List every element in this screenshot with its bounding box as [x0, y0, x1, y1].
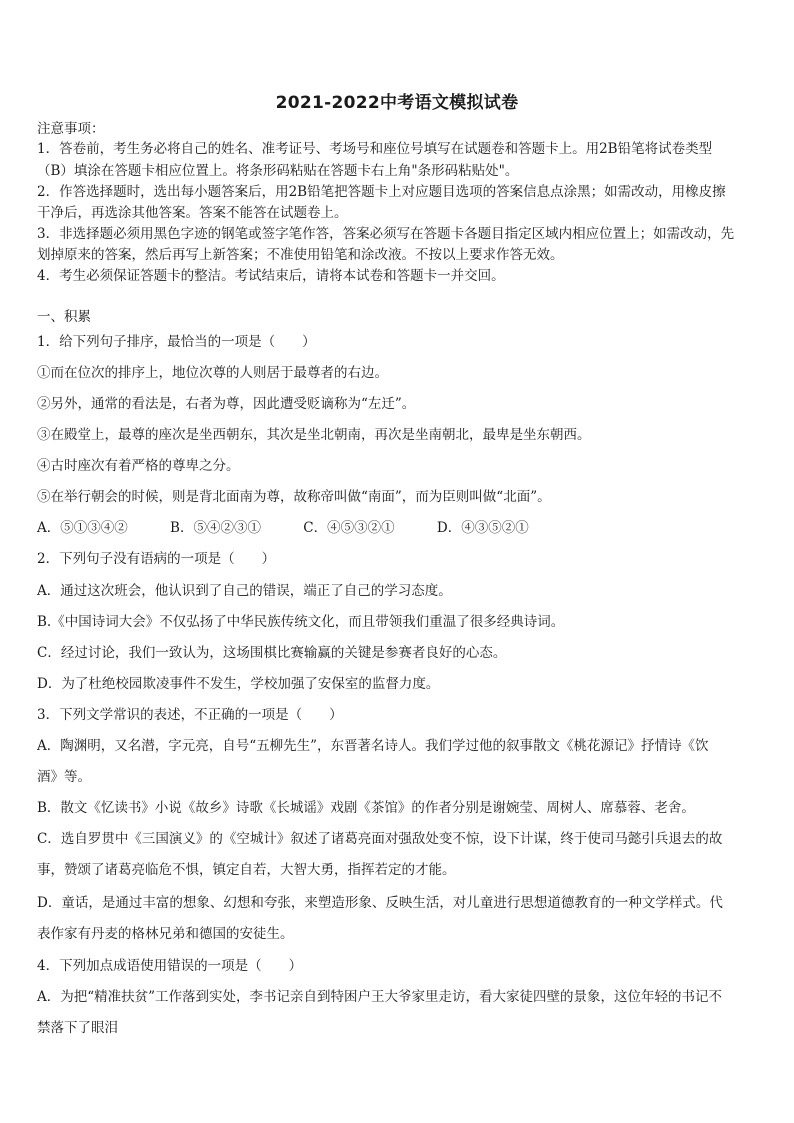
- option-a: A．⑤①③④②: [37, 520, 128, 536]
- question-3-option: 表作家有丹麦的格林兄弟和德国的安徒生。: [37, 926, 294, 942]
- question-3-stem: 3．下列文学常识的表述，不正确的一项是（ ）: [37, 707, 343, 723]
- question-3-option: 事，赞颂了诸葛亮临危不惧，镇定自若，大智大勇，指挥若定的才能。: [37, 862, 456, 878]
- notice-line: 干净后，再选涂其他答案。答案不能答在试题卷上。: [37, 205, 348, 221]
- option-c: C．④⑤③②①: [303, 520, 395, 536]
- question-2-option: D．为了杜绝校园欺凌事件不发生，学校加强了安保室的监督力度。: [37, 676, 440, 692]
- question-2-stem: 2．下列句子没有语病的一项是（ ）: [37, 551, 276, 567]
- question-3-option: A．陶渊明，又名潜，字元亮，自号“五柳先生”，东晋著名诗人。我们学过他的叙事散文《桃花源记》抒情诗《饮: [37, 738, 709, 754]
- notice-line: （B）填涂在答题卡相应位置上。将条形码粘贴在答题卡右上角"条形码粘贴处"。: [37, 163, 519, 179]
- page-title: 2021-2022中考语文模拟试卷: [275, 93, 519, 113]
- section-heading: 一、积累: [37, 309, 91, 325]
- question-3-option: B．散文《忆读书》小说《故乡》诗歌《长城谣》戏剧《茶馆》的作者分别是谢婉莹、周树人、席慕蓉、老舍。: [37, 800, 695, 816]
- question-1-item: ①而在位次的排序上，地位次尊的人则居于最尊者的右边。: [37, 365, 388, 381]
- question-3-option: D．童话，是通过丰富的想象、幻想和夸张，来塑造形象、反映生活，对儿童进行思想道德教育的一种文学样式。代: [37, 895, 723, 911]
- question-2-option: C．经过讨论，我们一致认为，这场围棋比赛输赢的关键是参赛者良好的心态。: [37, 645, 507, 661]
- question-1-item: ②另外，通常的看法是，右者为尊，因此遭受贬谪称为“左迁”。: [37, 396, 416, 412]
- question-1-options: [37, 520, 757, 537]
- notice-line: 1．答卷前，考生务必将自己的姓名、准考证号、考场号和座位号填写在试题卷和答题卡上。用2B铅笔将试卷类型: [37, 141, 713, 157]
- notice-line: 划掉原来的答案，然后再写上新答案；不准使用铅笔和涂改液。不按以上要求作答无效。: [37, 247, 564, 263]
- notice-heading: 注意事项：: [37, 121, 105, 137]
- question-2-option: B.《中国诗词大会》不仅弘扬了中华民族传统文化，而且带领我们重温了很多经典诗词。: [37, 614, 565, 630]
- question-1-item: ③在殿堂上，最尊的座次是坐西朝东，其次是坐北朝南，再次是坐南朝北，最卑是坐东朝西。: [37, 427, 591, 443]
- question-4-option: 禁落下了眼泪: [37, 1020, 118, 1036]
- option-d: D．④③⑤②①: [436, 520, 529, 536]
- question-3-option: C．选自罗贯中《三国演义》的《空城计》叙述了诸葛亮面对强敌处变不惊，设下计谋，终于使司马懿引兵退去的故: [37, 831, 723, 847]
- question-1-item: ④古时座次有着严格的尊卑之分。: [37, 458, 240, 474]
- notice-line: 4．考生必须保证答题卡的整洁。考试结束后，请将本试卷和答题卡一并交回。: [37, 268, 505, 284]
- question-1-stem: 1．给下列句子排序，最恰当的一项是（ ）: [37, 334, 316, 350]
- notice-line: 3．非选择题必须用黑色字迹的钢笔或签字笔作答，答案必须写在答题卡各题目指定区域内相应位置上；如需改动，先: [37, 226, 735, 242]
- question-3-option: 酒》等。: [37, 769, 91, 785]
- notice-line: 2．作答选择题时，选出每小题答案后，用2B铅笔把答题卡上对应题目选项的答案信息点涂黑；如需改动，用橡皮擦: [37, 184, 726, 200]
- question-1-item: ⑤在举行朝会的时候，则是背北面南为尊，故称帝叫做“南面”，而为臣则叫做“北面”。: [37, 489, 551, 505]
- option-b: B．⑤④②③①: [170, 520, 261, 536]
- question-2-option: A．通过这次班会，他认识到了自己的错误，端正了自己的学习态度。: [37, 583, 452, 599]
- question-4-stem: 4．下列加点成语使用错误的一项是（ ）: [37, 958, 303, 974]
- question-4-option: A．为把“精准扶贫”工作落到实处，李书记亲自到特困户王大爷家里走访，看大家徒四壁的景象，这位年轻的书记不: [37, 989, 723, 1005]
